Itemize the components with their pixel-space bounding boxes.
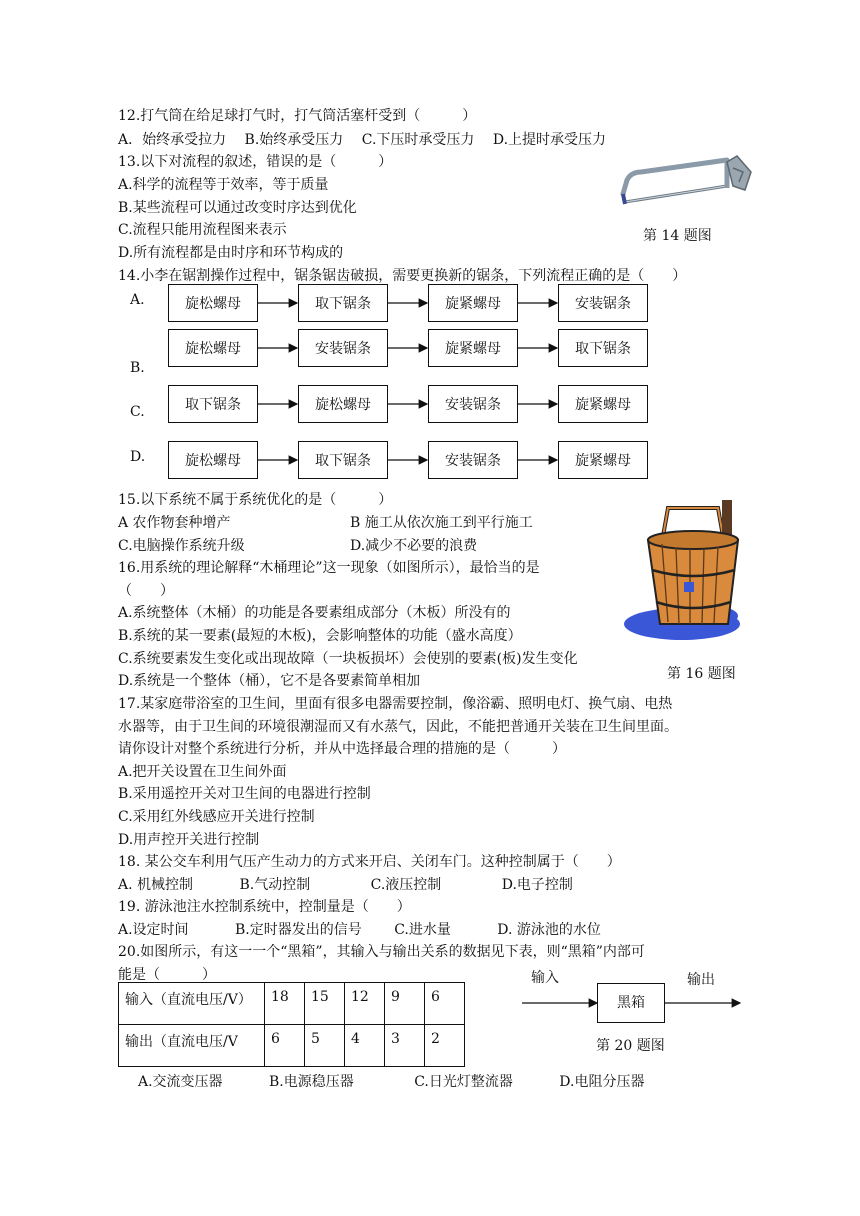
wooden-bucket-figure xyxy=(622,496,750,646)
flow-b-step-1: 旋松螺母 xyxy=(168,329,258,367)
q14-option-d-label: D. xyxy=(130,449,146,465)
q15-option-d: D.减少不必要的浪费 xyxy=(350,538,478,554)
q16-option-c: C.系统要素发生变化或出现故障（一块板损坏）会使别的要素(板)发生变化 xyxy=(118,651,578,667)
table-cell: 3 xyxy=(385,1025,425,1067)
q16-blank: （ ） xyxy=(118,583,174,599)
flow-d-step-1: 旋松螺母 xyxy=(168,441,258,479)
q13-option-a: A.科学的流程等于效率，等于质量 xyxy=(118,177,329,193)
flow-a-step-2: 取下锯条 xyxy=(298,284,388,322)
table-cell: 6 xyxy=(425,983,465,1025)
q20-stem-2: 能是（ ） xyxy=(118,967,216,983)
q15-option-b: B 施工从依次施工到平行施工 xyxy=(350,515,533,531)
flow-c-step-2: 旋松螺母 xyxy=(298,385,388,423)
table-cell: 9 xyxy=(385,983,425,1025)
flow-b-step-4: 取下锯条 xyxy=(558,329,648,367)
fig16-caption: 第 16 题图 xyxy=(667,666,736,682)
q14-option-c-label: C. xyxy=(130,404,145,420)
table-cell: 4 xyxy=(345,1025,385,1067)
flow-c-step-3: 安装锯条 xyxy=(428,385,518,423)
flow-a-step-1: 旋松螺母 xyxy=(168,284,258,322)
q15-stem: 15.以下系统不属于系统优化的是（ ） xyxy=(118,492,393,508)
q17-stem-1: 17.某家庭带浴室的卫生间，里面有很多电器需要控制，像浴霸、照明电灯、换气扇、电热 xyxy=(118,696,673,712)
io-data-table xyxy=(118,982,465,1067)
flow-d-step-4: 旋紧螺母 xyxy=(558,441,648,479)
q14-option-b-label: B. xyxy=(130,360,145,376)
q19-options: A.设定时间 B.定时器发出的信号 C.进水量 D. 游泳池的水位 xyxy=(118,922,601,938)
q17-option-d: D.用声控开关进行控制 xyxy=(118,832,260,848)
q17-stem-2: 水器等，由于卫生间的环境很潮湿而又有水蒸气，因此，不能把普通开关装在卫生间里面。 xyxy=(118,719,678,735)
table-cell: 2 xyxy=(425,1025,465,1067)
table-row xyxy=(119,983,465,1025)
q17-option-c: C.采用红外线感应开关进行控制 xyxy=(118,809,315,825)
blackbox: 黑箱 xyxy=(597,983,665,1023)
table-row xyxy=(119,1025,465,1067)
q12-stem: 12.打气筒在给足球打气时，打气筒活塞杆受到（ ） xyxy=(118,108,477,124)
flow-a-step-4: 安装锯条 xyxy=(558,284,648,322)
q19-stem: 19. 游泳池注水控制系统中，控制量是（ ） xyxy=(118,899,411,915)
q18-options: A. 机械控制 B.气动控制 C.液压控制 D.电子控制 xyxy=(118,877,573,893)
q13-option-d: D.所有流程都是由时序和环节构成的 xyxy=(118,245,344,261)
flow-c-step-1: 取下锯条 xyxy=(168,385,258,423)
table-input-label: 输入（直流电压/V） xyxy=(119,983,265,1025)
q17-stem-3: 请你设计对整个系统进行分析，并从中选择最合理的措施的是（ ） xyxy=(118,741,566,757)
q16-option-d: D.系统是一个整体（桶），它不是各要素简单相加 xyxy=(118,673,421,689)
table-cell: 6 xyxy=(265,1025,305,1067)
flow-a-step-3: 旋紧螺母 xyxy=(428,284,518,322)
table-cell: 18 xyxy=(265,983,305,1025)
q12-options: A．始终承受拉力 B.始终承受压力 C.下压时承受压力 D.上提时承受压力 xyxy=(118,132,607,148)
table-cell: 12 xyxy=(345,983,385,1025)
flow-c-step-4: 旋紧螺母 xyxy=(558,385,648,423)
flow-b-step-3: 旋紧螺母 xyxy=(428,329,518,367)
q13-option-b: B.某些流程可以通过改变时序达到优化 xyxy=(118,200,357,216)
q20-stem-1: 20.如图所示，有这一一个“黑箱”，其输入与输出关系的数据见下表，则“黑箱”内部可 xyxy=(118,944,645,960)
q16-option-a: A.系统整体（木桶）的功能是各要素组成部分（木板）所没有的 xyxy=(118,605,511,621)
q13-option-c: C.流程只能用流程图来表示 xyxy=(118,222,287,238)
q14-stem: 14.小李在锯割操作过程中，锯条锯齿破损，需要更换新的锯条，下列流程正确的是（ ） xyxy=(118,268,687,284)
q16-stem: 16.用系统的理论解释“木桶理论”这一现象（如图所示），最恰当的是 xyxy=(118,560,540,576)
q15-option-a: A 农作物套种增产 xyxy=(118,515,231,531)
table-output-label: 输出（直流电压/V xyxy=(119,1025,265,1067)
q15-option-c: C.电脑操作系统升级 xyxy=(118,538,245,554)
q13-stem: 13.以下对流程的叙述，错误的是（ ） xyxy=(118,154,393,170)
flow-b-step-2: 安装锯条 xyxy=(298,329,388,367)
q14-option-a-label: A. xyxy=(130,292,145,308)
blackbox-input-label: 输入 xyxy=(531,970,559,986)
q18-stem: 18. 某公交车利用气压产生动力的方式来开启、关闭车门。这种控制属于（ ） xyxy=(118,854,621,870)
table-cell: 5 xyxy=(305,1025,345,1067)
q17-option-a: A.把开关设置在卫生间外面 xyxy=(118,764,287,780)
flow-d-step-3: 安装锯条 xyxy=(428,441,518,479)
fig20-caption: 第 20 题图 xyxy=(596,1038,665,1054)
table-cell: 15 xyxy=(305,983,345,1025)
q20-options: A.交流变压器 B.电源稳压器 C.日光灯整流器 D.电阻分压器 xyxy=(138,1074,645,1090)
q17-option-b: B.采用遥控开关对卫生间的电器进行控制 xyxy=(118,786,371,802)
q16-option-b: B.系统的某一要素(最短的木板)，会影响整体的功能（盛水高度） xyxy=(118,628,522,644)
fig14-caption: 第 14 题图 xyxy=(643,228,712,244)
blackbox-output-label: 输出 xyxy=(687,972,715,988)
flow-d-step-2: 取下锯条 xyxy=(298,441,388,479)
